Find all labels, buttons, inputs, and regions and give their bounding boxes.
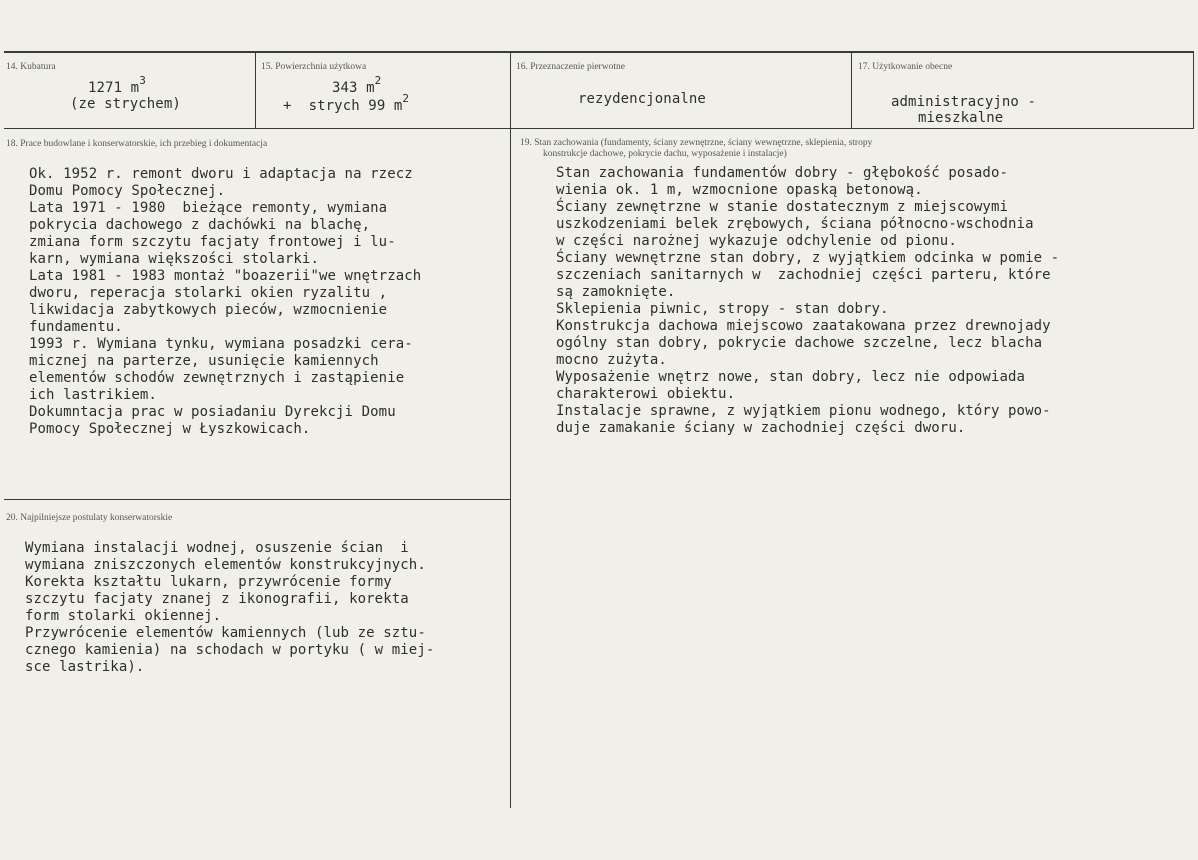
row1-bottom-border (4, 128, 1194, 129)
field-18-label: 18. Prace budowlane i konserwatorskie, ich przebieg i dokumentacja (6, 139, 268, 149)
area-unit-exponent: 2 (374, 74, 382, 87)
attic-area-value: + strych 99 m (283, 98, 403, 114)
field-20-label: 20. Najpilniejsze postulaty konserwatorskie (6, 513, 173, 523)
field-17-label: 17. Użytkowanie obecne (858, 62, 953, 72)
volume-unit-exponent: 3 (139, 74, 146, 87)
field-16-value: rezydencjonalne (578, 91, 706, 107)
field-19-text: Stan zachowania fundamentów dobry - głębokość posado- wienia ok. 1 m, wzmocnione opaską betonową. Ściany zewnętrzne w stanie dostatecznym z miejscowymi uszkodzeniami belek zrębowych, ściana północno-wschodnia w części narożnej wykazuje odchylenie od pionu. Ściany wewnętrzne stan dobry, z wyjątkiem odcinka w pomie - szczeniach sanitarnych w zachodniej części parteru, które są zamoknięte. Sklepienia piwnic, stropy - stan dobry. Konstrukcja dachowa miejscowo zaatakowana przez drewnojady ogólny stan dobry, pokrycie dachowe szczelne, lecz blacha mocno zużyta. Wyposażenie wnętrz nowe, stan dobry, lecz nie odpowiada charakterowi obiektu. Instalacje sprawne, z wyjątkiem pionu wodnego, który powo- duje zamakanie ściany w zachodniej części dworu. (556, 165, 1060, 436)
field-19-label-line2: konstrukcje dachowe, pokrycie dachu, wyposażenie i instalacje) (543, 149, 787, 159)
top-border (4, 51, 1194, 53)
area-value: 343 m (332, 80, 375, 96)
divider-15-16 (510, 52, 511, 808)
field-15-attic (283, 92, 410, 115)
field-19-label-line1: 19. Stan zachowania (fundamenty, ściany zewnętrzne, ściany wewnętrzne, sklepienia, stropy (520, 138, 873, 148)
field-14-note: (ze strychem) (70, 96, 181, 112)
divider-14-15 (255, 52, 256, 128)
section-18-bottom-border (4, 499, 510, 500)
field-14-value (88, 74, 146, 97)
volume-value: 1271 m (88, 80, 140, 96)
field-16-label: 16. Przeznaczenie pierwotne (516, 62, 625, 72)
right-border (1193, 52, 1194, 128)
field-14-label: 14. Kubatura (6, 62, 56, 72)
divider-16-17 (851, 52, 852, 128)
field-15-value (332, 74, 382, 97)
field-20-text: Wymiana instalacji wodnej, osuszenie ścian i wymiana zniszczonych elementów konstrukcyjnych. Korekta kształtu lukarn, przywrócenie formy szczytu facjaty znanej z ikonografii, korekta form stolarki okiennej. Przywrócenie elementów kamiennych (lub ze sztu- cznego kamienia) na schodach w portyku ( w miej- sce lastrika). (25, 540, 435, 675)
field-17-value-line1: administracyjno - (891, 94, 1036, 110)
field-17-value-line2: mieszkalne (918, 110, 1004, 126)
attic-area-exponent: 2 (402, 92, 410, 105)
field-18-text: Ok. 1952 r. remont dworu i adaptacja na rzecz Domu Pomocy Społecznej. Lata 1971 - 1980 bieżące remonty, wymiana pokrycia dachowego z dachówki na blachę, zmiana form szczytu facjaty frontowej i lu- karn, wymiana większości stolarki. Lata 1981 - 1983 montaż "boazerii"we wnętrzach dworu, reperacja stolarki okien ryzalitu , likwidacja zabytkowych pieców, wzmocnienie fundamentu. 1993 r. Wymiana tynku, wymiana posadzki cera- micznej na parterze, usunięcie kamiennych elementów schodów zewnętrznych i zastąpienie ich lastrikiem. Dokumntacja prac w posiadaniu Dyrekcji Domu Pomocy Społecznej w Łyszkowicach. (29, 166, 422, 437)
field-15-label: 15. Powierzchnia użytkowa (261, 62, 367, 72)
